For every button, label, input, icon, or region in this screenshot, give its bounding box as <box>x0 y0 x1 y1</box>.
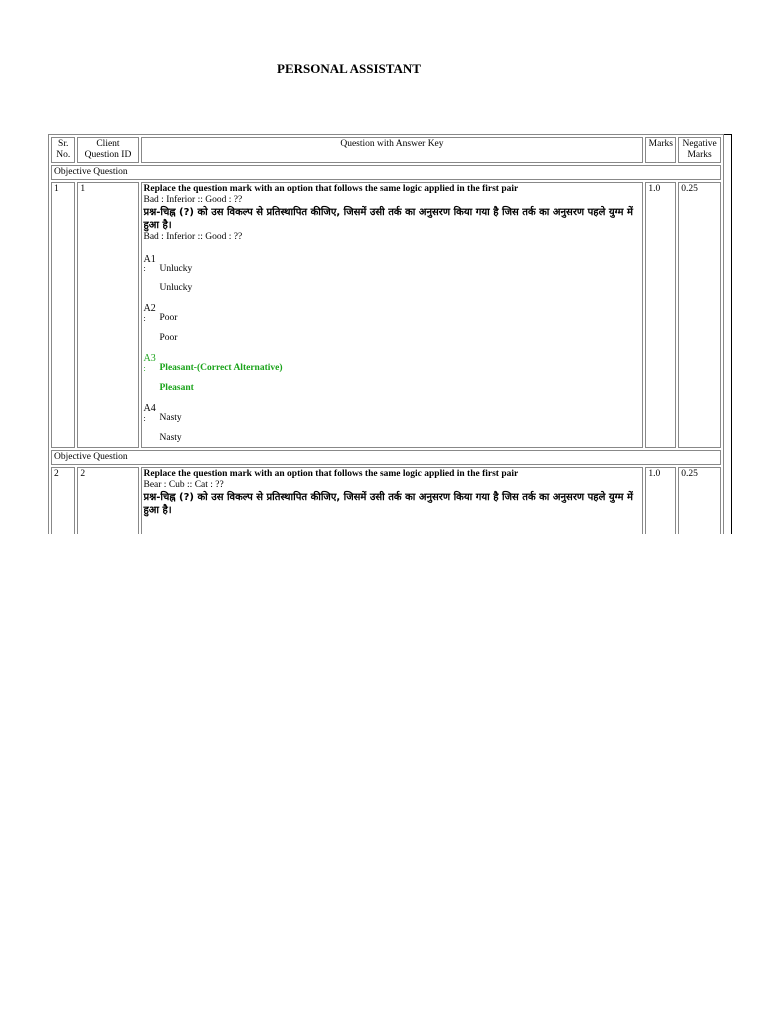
question-text-hi: प्रश्न-चिह्न (?) को उस विकल्प से प्रतिस्थापित कीजिए, जिसमें उसी तर्क का अनुसरण किया गया है जिस तर्क का अनुसरण पहले युग्म में हुआ है। <box>143 206 633 231</box>
option-subtext: Poor <box>159 333 178 344</box>
question-cell <box>141 467 644 534</box>
negative-marks-value: 0.25 <box>678 467 721 534</box>
table-row <box>51 182 721 448</box>
client-question-id: 1 <box>77 182 138 448</box>
section-label: Objective Question <box>51 450 721 465</box>
question-pair-en: Bear : Cub :: Cat : ?? <box>143 479 224 490</box>
header-client-question-id: Client Question ID <box>77 137 138 163</box>
marks-value: 1.0 <box>645 467 676 534</box>
option-label: A4 <box>143 403 156 415</box>
option-a3-correct: A3 : Pleasant-(Correct Alternative) Pleasant <box>144 354 641 394</box>
section-row <box>51 165 721 180</box>
question-text-en: Replace the question mark with an option that follows the same logic applied in the first pair <box>143 183 519 194</box>
option-label: A1 <box>143 253 156 265</box>
header-sr-no: Sr. No. <box>51 137 75 163</box>
option-a2: A2 : Poor Poor <box>144 304 641 344</box>
question-text-hi: प्रश्न-चिह्न (?) को उस विकल्प से प्रतिस्थापित कीजिए, जिसमें उसी तर्क का अनुसरण किया गया है जिस तर्क का अनुसरण पहले युग्म में हुआ है। <box>143 491 633 516</box>
option-subtext-correct: Pleasant <box>159 383 194 394</box>
negative-marks-value: 0.25 <box>678 182 721 448</box>
option-text: Unlucky <box>159 263 193 274</box>
section-label: Objective Question <box>51 165 721 180</box>
header-question-answer-key: Question with Answer Key <box>141 137 644 163</box>
question-pair-en: Bad : Inferior :: Good : ?? <box>143 194 243 205</box>
answer-key-sheet <box>48 134 732 534</box>
option-text: Nasty <box>159 413 182 424</box>
header-marks: Marks <box>645 137 676 163</box>
option-a4: A4 : Nasty Nasty <box>144 404 641 444</box>
header-row <box>51 137 721 163</box>
question-cell <box>141 182 644 448</box>
option-a1: A1 : Unlucky Unlucky <box>144 255 641 295</box>
option-subtext: Nasty <box>159 432 182 443</box>
header-negative-marks: Negative Marks <box>678 137 721 163</box>
page-title: PERSONAL ASSISTANT <box>277 61 421 76</box>
question-table <box>48 134 724 534</box>
section-row <box>51 450 721 465</box>
sr-number: 2 <box>51 467 75 534</box>
sr-number: 1 <box>51 182 75 448</box>
question-pair-hi: Bad : Inferior :: Good : ?? <box>143 231 243 242</box>
option-subtext: Unlucky <box>159 283 193 294</box>
option-label: A3 <box>143 353 156 365</box>
option-label: A2 <box>143 303 156 315</box>
question-text-en: Replace the question mark with an option that follows the same logic applied in the first pair <box>143 468 519 479</box>
option-text: Poor <box>159 313 178 324</box>
client-question-id: 2 <box>77 467 138 534</box>
option-text-correct: Pleasant-(Correct Alternative) <box>159 363 283 374</box>
marks-value: 1.0 <box>645 182 676 448</box>
table-row <box>51 467 721 534</box>
